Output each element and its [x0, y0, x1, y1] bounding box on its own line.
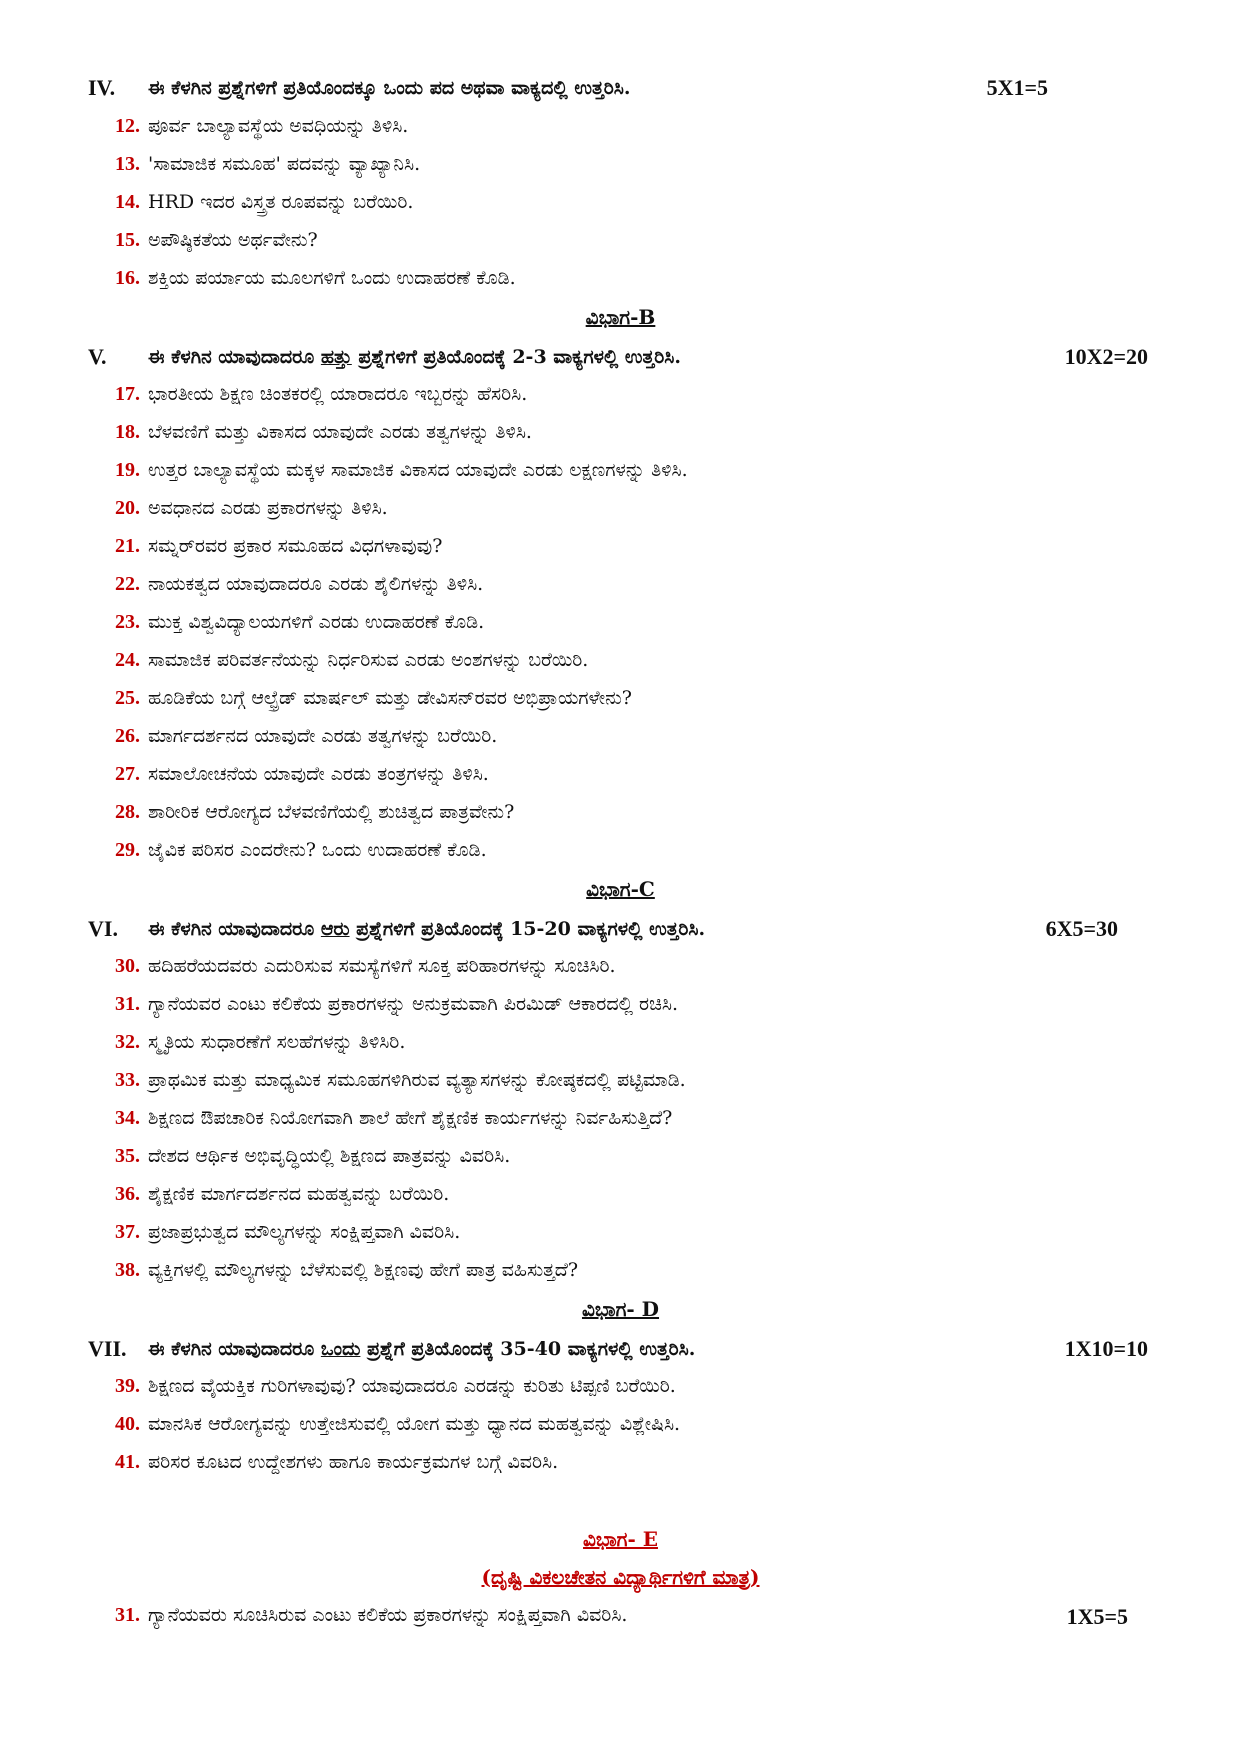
- question-item: [108, 1107, 1108, 1137]
- question-number: 38.: [115, 1259, 140, 1281]
- question-item: [108, 267, 1108, 297]
- question-number: 27.: [115, 763, 140, 785]
- question-number: 23.: [115, 611, 140, 633]
- section-roman: IV.: [88, 75, 116, 100]
- question-number: 14.: [115, 191, 140, 213]
- question-number: 30.: [115, 955, 140, 977]
- question-number: 20.: [115, 497, 140, 519]
- section-roman: VI.: [88, 916, 118, 941]
- question-number: 12.: [115, 115, 140, 137]
- section-iv-header: [88, 75, 1148, 107]
- question-text: ಪರಿಸರ ಕೂಟದ ಉದ್ದೇಶಗಳು ಹಾಗೂ ಕಾರ್ಯಕ್ರಮಗಳ ಬಗ್ಗೆ ವಿವರಿಸಿ.: [148, 1451, 559, 1473]
- question-text: ಶೈಕ್ಷಣಿಕ ಮಾರ್ಗದರ್ಶನದ ಮಹತ್ವವನ್ನು ಬರೆಯಿರಿ.: [148, 1183, 450, 1205]
- question-text: ಹೂಡಿಕೆಯ ಬಗ್ಗೆ ಆಲ್ಫ್ರೆಡ್ ಮಾರ್ಷಲ್ ಮತ್ತು ಡೇವಿಸನ್‌ರವರ ಅಭಿಪ್ರಾಯಗಳೇನು?: [148, 687, 632, 709]
- question-number: 28.: [115, 801, 140, 823]
- section-e-marks-row: [88, 1604, 1148, 1636]
- question-item: [108, 1221, 1108, 1251]
- question-number: 24.: [115, 649, 140, 671]
- heading-section-e: [0, 1527, 1241, 1551]
- question-text: ಶಕ್ತಿಯ ಪರ್ಯಾಯ ಮೂಲಗಳಿಗೆ ಒಂದು ಉದಾಹರಣೆ ಕೊಡಿ.: [148, 267, 516, 289]
- question-number: 18.: [115, 421, 140, 443]
- heading-text: ವಿಭಾಗ-B: [585, 305, 656, 329]
- question-number: 25.: [115, 687, 140, 709]
- question-text: ವ್ಯಕ್ತಿಗಳಲ್ಲಿ ಮೌಲ್ಯಗಳನ್ನು ಬೆಳೆಸುವಲ್ಲಿ ಶಿಕ್ಷಣವು ಹೇಗೆ ಪಾತ್ರ ವಹಿಸುತ್ತದೆ?: [148, 1259, 579, 1281]
- question-item: [108, 1069, 1108, 1099]
- question-text: ಸಾಮಾಜಿಕ ಪರಿವರ್ತನೆಯನ್ನು ನಿರ್ಧರಿಸುವ ಎರಡು ಅಂಶಗಳನ್ನು ಬರೆಯಿರಿ.: [148, 649, 589, 671]
- question-number: 40.: [115, 1413, 140, 1435]
- question-item: [108, 1451, 1108, 1481]
- section-instruction: ಈ ಕೆಳಗಿನ ಯಾವುದಾದರೂ ಹತ್ತು ಪ್ರಶ್ನೆಗಳಿಗೆ ಪ್ರತಿಯೊಂದಕ್ಕೆ 2-3 ವಾಕ್ಯಗಳಲ್ಲಿ ಉತ್ತರಿಸಿ.: [148, 346, 681, 368]
- question-item: [108, 649, 1108, 679]
- heading-text: ವಿಭಾಗ- E: [583, 1527, 658, 1551]
- question-item: [108, 1259, 1108, 1289]
- question-text: ಮಾನಸಿಕ ಆರೋಗ್ಯವನ್ನು ಉತ್ತೇಜಿಸುವಲ್ಲಿ ಯೋಗ ಮತ್ತು ಧ್ಯಾನದ ಮಹತ್ವವನ್ನು ವಿಶ್ಲೇಷಿಸಿ.: [148, 1413, 681, 1435]
- section-marks: 1X10=10: [1064, 1336, 1148, 1361]
- question-number: 17.: [115, 383, 140, 405]
- question-text: ಭಾರತೀಯ ಶಿಕ್ಷಣ ಚಿಂತಕರಲ್ಲಿ ಯಾರಾದರೂ ಇಬ್ಬರನ್ನು ಹೆಸರಿಸಿ.: [148, 383, 528, 405]
- question-item: [108, 839, 1108, 869]
- question-number: 33.: [115, 1069, 140, 1091]
- question-number: 22.: [115, 573, 140, 595]
- underlined-count: ಆರು: [320, 918, 350, 940]
- question-text: ಸಮ್ನರ್‌ರವರ ಪ್ರಕಾರ ಸಮೂಹದ ವಿಧಗಳಾವುವು?: [148, 535, 443, 557]
- question-number: 15.: [115, 229, 140, 251]
- question-number: 19.: [115, 459, 140, 481]
- question-text: ಪ್ರಾಥಮಿಕ ಮತ್ತು ಮಾಧ್ಯಮಿಕ ಸಮೂಹಗಳಿಗಿರುವ ವ್ಯತ್ಯಾಸಗಳನ್ನು ಕೋಷ್ಠಕದಲ್ಲಿ ಪಟ್ಟಿಮಾಡಿ.: [148, 1069, 686, 1091]
- question-number: 21.: [115, 535, 140, 557]
- question-item: [108, 1031, 1108, 1061]
- question-number: 16.: [115, 267, 140, 289]
- question-item: [108, 1145, 1108, 1175]
- question-number: 39.: [115, 1375, 140, 1397]
- section-instruction: ಈ ಕೆಳಗಿನ ಪ್ರಶ್ನೆಗಳಿಗೆ ಪ್ರತಿಯೊಂದಕ್ಕೂ ಒಂದು ಪದ ಅಥವಾ ವಾಕ್ಯದಲ್ಲಿ ಉತ್ತರಿಸಿ.: [148, 77, 631, 99]
- question-item: [108, 497, 1108, 527]
- question-text: ನಾಯಕತ್ವದ ಯಾವುದಾದರೂ ಎರಡು ಶೈಲಿಗಳನ್ನು ತಿಳಿಸಿ.: [148, 573, 484, 595]
- heading-section-b: [0, 305, 1241, 329]
- section-marks: 5X1=5: [986, 75, 1048, 100]
- question-text: ಗ್ಯಾನೆಯವರು ಸೂಚಿಸಿರುವ ಎಂಟು ಕಲಿಕೆಯ ಪ್ರಕಾರಗಳನ್ನು ಸಂಕ್ಷಿಪ್ತವಾಗಿ ವಿವರಿಸಿ.: [148, 1604, 628, 1626]
- question-text: ಉತ್ತರ ಬಾಲ್ಯಾವಸ್ಥೆಯ ಮಕ್ಕಳ ಸಾಮಾಜಿಕ ವಿಕಾಸದ ಯಾವುದೇ ಎರಡು ಲಕ್ಷಣಗಳನ್ನು ತಿಳಿಸಿ.: [148, 459, 688, 481]
- question-item: [108, 801, 1108, 831]
- question-number: 41.: [115, 1451, 140, 1473]
- question-text: ಪೂರ್ವ ಬಾಲ್ಯಾವಸ್ಥೆಯ ಅವಧಿಯನ್ನು ತಿಳಿಸಿ.: [148, 115, 409, 137]
- question-text: ಗ್ಯಾನೆಯವರ ಎಂಟು ಕಲಿಕೆಯ ಪ್ರಕಾರಗಳನ್ನು ಅನುಕ್ರಮವಾಗಿ ಪಿರಮಿಡ್ ಆಕಾರದಲ್ಲಿ ರಚಿಸಿ.: [148, 993, 678, 1015]
- heading-section-d: [0, 1297, 1241, 1321]
- question-item: [108, 955, 1108, 985]
- question-number: 29.: [115, 839, 140, 861]
- question-item: [108, 687, 1108, 717]
- section-instruction: ಈ ಕೆಳಗಿನ ಯಾವುದಾದರೂ ಒಂದು ಪ್ರಶ್ನೆಗೆ ಪ್ರತಿಯೊಂದಕ್ಕೆ 35-40 ವಾಕ್ಯಗಳಲ್ಲಿ ಉತ್ತರಿಸಿ.: [148, 1338, 696, 1360]
- question-item: [108, 1375, 1108, 1405]
- question-text: ಶಾರೀರಿಕ ಆರೋಗ್ಯದ ಬೆಳವಣಿಗೆಯಲ್ಲಿ ಶುಚಿತ್ವದ ಪಾತ್ರವೇನು?: [148, 801, 515, 823]
- question-text: ಮಾರ್ಗದರ್ಶನದ ಯಾವುದೇ ಎರಡು ತತ್ವಗಳನ್ನು ಬರೆಯಿರಿ.: [148, 725, 498, 747]
- question-text: HRD ಇದರ ವಿಸ್ತ್ರತ ರೂಪವನ್ನು ಬರೆಯಿರಿ.: [148, 191, 414, 213]
- section-marks: 10X2=20: [1064, 344, 1148, 369]
- question-text: ಜೈವಿಕ ಪರಿಸರ ಎಂದರೇನು? ಒಂದು ಉದಾಹರಣೆ ಕೊಡಿ.: [148, 839, 487, 861]
- question-text: ಪ್ರಜಾಪ್ರಭುತ್ವದ ಮೌಲ್ಯಗಳನ್ನು ಸಂಕ್ಷಿಪ್ತವಾಗಿ ವಿವರಿಸಿ.: [148, 1221, 461, 1243]
- question-item: [108, 229, 1108, 259]
- question-text: ಸ್ಮೃತಿಯ ಸುಧಾರಣೆಗೆ ಸಲಹೆಗಳನ್ನು ತಿಳಿಸಿರಿ.: [148, 1031, 406, 1053]
- question-item: [108, 611, 1108, 641]
- question-item: [108, 535, 1108, 565]
- question-number: 34.: [115, 1107, 140, 1129]
- question-number: 31.: [115, 993, 140, 1015]
- question-item: [108, 763, 1108, 793]
- section-instruction: ಈ ಕೆಳಗಿನ ಯಾವುದಾದರೂ ಆರು ಪ್ರಶ್ನೆಗಳಿಗೆ ಪ್ರತಿಯೊಂದಕ್ಕೆ 15-20 ವಾಕ್ಯಗಳಲ್ಲಿ ಉತ್ತರಿಸಿ.: [148, 918, 706, 940]
- section-roman: V.: [88, 344, 107, 369]
- question-text: ಹದಿಹರೆಯದವರು ಎದುರಿಸುವ ಸಮಸ್ಯೆಗಳಿಗೆ ಸೂಕ್ತ ಪರಿಹಾರಗಳನ್ನು ಸೂಚಿಸಿರಿ.: [148, 955, 616, 977]
- section-marks: 1X5=5: [1066, 1604, 1128, 1629]
- question-item: [108, 1183, 1108, 1213]
- question-item: [108, 1413, 1108, 1443]
- section-marks: 6X5=30: [1045, 916, 1118, 941]
- question-item: [108, 153, 1108, 183]
- heading-text: ವಿಭಾಗ- D: [581, 1297, 660, 1321]
- section-vi-header: [88, 916, 1148, 948]
- question-item: [108, 459, 1108, 489]
- question-number: 37.: [115, 1221, 140, 1243]
- section-vii-header: [88, 1336, 1148, 1368]
- question-text: 'ಸಾಮಾಜಿಕ ಸಮೂಹ' ಪದವನ್ನು ವ್ಯಾಖ್ಯಾನಿಸಿ.: [148, 153, 421, 175]
- question-text: ಶಿಕ್ಷಣದ ಔಪಚಾರಿಕ ನಿಯೋಗವಾಗಿ ಶಾಲೆ ಹೇಗೆ ಶೈಕ್ಷಣಿಕ ಕಾರ್ಯಗಳನ್ನು ನಿರ್ವಹಿಸುತ್ತಿದೆ?: [148, 1107, 673, 1129]
- underlined-count: ಹತ್ತು: [320, 346, 352, 368]
- heading-subtitle-text: (ದೃಷ್ಟಿ ವಿಕಲಚೇತನ ವಿದ್ಯಾರ್ಥಿಗಳಿಗೆ ಮಾತ್ರ): [481, 1565, 760, 1589]
- underlined-count: ಒಂದು: [320, 1338, 361, 1360]
- heading-text: ವಿಭಾಗ-C: [586, 877, 655, 901]
- question-number: 32.: [115, 1031, 140, 1053]
- question-text: ಬೆಳವಣಿಗೆ ಮತ್ತು ವಿಕಾಸದ ಯಾವುದೇ ಎರಡು ತತ್ವಗಳನ್ನು ತಿಳಿಸಿ.: [148, 421, 532, 443]
- question-text: ಸಮಾಲೋಚನೆಯ ಯಾವುದೇ ಎರಡು ತಂತ್ರಗಳನ್ನು ತಿಳಿಸಿ.: [148, 763, 489, 785]
- question-item: [108, 115, 1108, 145]
- heading-section-c: [0, 877, 1241, 901]
- question-text: ಶಿಕ್ಷಣದ ವೈಯಕ್ತಿಕ ಗುರಿಗಳಾವುವು? ಯಾವುದಾದರೂ ಎರಡನ್ನು ಕುರಿತು ಟಿಪ್ಪಣಿ ಬರೆಯಿರಿ.: [148, 1375, 676, 1397]
- question-number: 26.: [115, 725, 140, 747]
- question-text: ಮುಕ್ತ ವಿಶ್ವವಿದ್ಯಾಲಯಗಳಿಗೆ ಎರಡು ಉದಾಹರಣೆ ಕೊಡಿ.: [148, 611, 485, 633]
- question-item: [108, 191, 1108, 221]
- question-number: 31.: [115, 1604, 140, 1626]
- heading-section-e-subtitle: [0, 1565, 1241, 1589]
- question-text: ಅವಧಾನದ ಎರಡು ಪ್ರಕಾರಗಳನ್ನು ತಿಳಿಸಿ.: [148, 497, 388, 519]
- question-item: [108, 725, 1108, 755]
- section-v-header: [88, 344, 1148, 376]
- question-item: [108, 573, 1108, 603]
- question-number: 36.: [115, 1183, 140, 1205]
- section-roman: VII.: [88, 1336, 127, 1361]
- question-text: ಅಪೌಷ್ಠಿಕತೆಯ ಅರ್ಥವೇನು?: [148, 229, 318, 251]
- question-text: ದೇಶದ ಆರ್ಥಿಕ ಅಭಿವೃದ್ಧಿಯಲ್ಲಿ ಶಿಕ್ಷಣದ ಪಾತ್ರವನ್ನು ವಿವರಿಸಿ.: [148, 1145, 511, 1167]
- question-number: 13.: [115, 153, 140, 175]
- question-item: [108, 993, 1108, 1023]
- question-number: 35.: [115, 1145, 140, 1167]
- question-item: [108, 421, 1108, 451]
- question-item: [108, 383, 1108, 413]
